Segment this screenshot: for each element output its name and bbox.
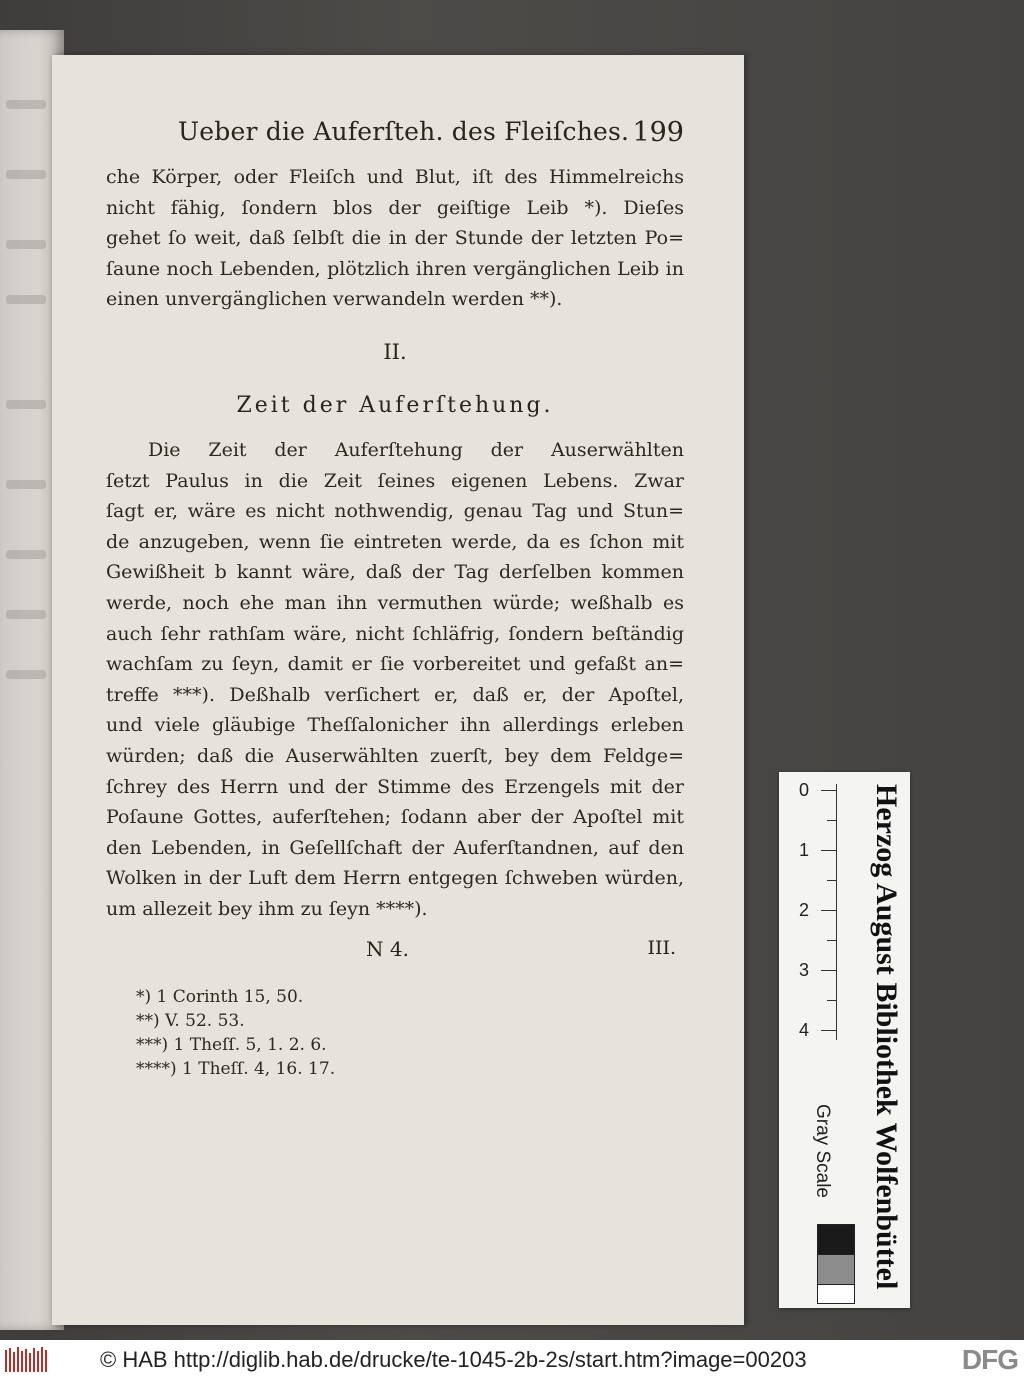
footnotes bbox=[136, 985, 335, 1081]
ruler-label: 4 bbox=[799, 1020, 810, 1040]
text-line: würden; daß die Auserwählten zuerſt, bey dem Feldge= bbox=[106, 744, 684, 767]
paragraph-1 bbox=[106, 162, 684, 315]
grayscale-label-vertical bbox=[797, 1104, 837, 1214]
footnote: ****) 1 Theſſ. 4, 16. 17. bbox=[136, 1059, 336, 1079]
page-header bbox=[106, 117, 684, 151]
gray-patch-dark bbox=[817, 1224, 855, 1256]
grayscale-label: Gray Scale bbox=[812, 1104, 833, 1198]
catchword: III. bbox=[647, 937, 676, 959]
ruler-tick bbox=[821, 790, 837, 791]
prev-page-text-trace bbox=[6, 480, 46, 489]
text-line: che Körper, oder Fleiſch und Blut, iſt des Himmelreichs bbox=[106, 166, 684, 188]
ruler-label: 0 bbox=[799, 780, 810, 800]
text-line: um allezeit bey ihm zu ſeyn ****). bbox=[106, 897, 428, 920]
section-title: Zeit der Auferſtehung. bbox=[236, 393, 554, 418]
prev-page-text-trace bbox=[6, 295, 46, 304]
ruler-label: 3 bbox=[799, 960, 810, 980]
text-line: ſagt er, wäre es nicht nothwendig, genau Tag und Stun= bbox=[106, 500, 684, 523]
text-line: gehet ſo weit, daß ſelbſt die in der Stunde der letzten Po= bbox=[106, 227, 684, 250]
paragraph-2 bbox=[106, 435, 684, 925]
prev-page-text-trace bbox=[6, 100, 46, 109]
text-line: Poſaune Gottes, auferſtehen; ſodann aber der Apoſtel mit bbox=[106, 806, 684, 829]
text-line: Gewißheit b kannt wäre, daß der Tag derſelben kommen bbox=[106, 561, 684, 584]
prev-page-text-trace bbox=[6, 400, 46, 409]
ruler-tick bbox=[821, 850, 837, 851]
prev-page-text-trace bbox=[6, 550, 46, 559]
text-line: wachſam zu ſeyn, damit er ſie vorbereitet und gefaßt an= bbox=[106, 653, 684, 676]
library-name-vertical bbox=[843, 784, 907, 1294]
signature-mark: N 4. bbox=[366, 937, 409, 961]
text-line: ſetzt Paulus in die Zeit ſeines eigenen Lebens. Zwar bbox=[106, 469, 684, 492]
book-page bbox=[52, 55, 744, 1325]
prev-page-text-trace bbox=[6, 670, 46, 679]
footer-bar bbox=[0, 1340, 1024, 1380]
gray-patch-light bbox=[817, 1284, 855, 1304]
text-line: ſaune noch Lebenden, plötzlich ihren vergänglichen Leib in bbox=[106, 257, 684, 280]
ruler-edge bbox=[836, 784, 837, 1040]
footnote: ***) 1 Theſſ. 5, 1. 2. 6. bbox=[136, 1035, 327, 1055]
ruler-label: 1 bbox=[799, 840, 810, 860]
running-head: Ueber die Auferſteh. des Fleiſches. bbox=[178, 117, 630, 146]
footnote: *) 1 Corinth 15, 50. bbox=[136, 987, 304, 1007]
text-line: treffe ***). Deßhalb verſichert er, daß er, der Apoſtel, bbox=[106, 683, 684, 706]
ruler-tick bbox=[821, 1030, 837, 1031]
section-number: II. bbox=[383, 340, 407, 364]
text-line: ſchrey des Herrn und der Stimme des Erzengels mit der bbox=[106, 775, 684, 798]
text-line: werde, noch ehe man ihn vermuthen würde; weßhalb es bbox=[106, 591, 684, 614]
text-line: Die Zeit der Auferſtehung der Auserwählten bbox=[148, 439, 684, 461]
prev-page-text-trace bbox=[6, 610, 46, 619]
reference-card bbox=[779, 772, 910, 1308]
ruler-tick bbox=[821, 970, 837, 971]
text-line: einen unvergänglichen verwandeln werden **). bbox=[106, 288, 563, 311]
gray-patch-mid bbox=[817, 1254, 855, 1286]
ruler-tick bbox=[821, 910, 837, 911]
text-line: auch ſehr rathſam wäre, nicht ſchläfrig, ſondern beſtändig bbox=[106, 622, 684, 645]
page-number: 199 bbox=[632, 117, 684, 148]
copyright-url: © HAB http://diglib.hab.de/drucke/te-1045-2b-2s/start.htm?image=00203 bbox=[100, 1347, 807, 1372]
text-line: de anzugeben, wenn ſie eintreten werde, da es ſchon mit bbox=[106, 530, 684, 553]
text-line: und viele gläubige Theſſalonicher ihn allerdings erleben bbox=[106, 714, 684, 737]
library-name: Herzog August Bibliothek Wolfenbüttel bbox=[870, 784, 903, 1290]
text-line: Wolken in der Luft dem Herrn entgegen ſchweben würden, bbox=[106, 867, 684, 890]
prev-page-text-trace bbox=[6, 170, 46, 179]
text-line: nicht fähig, ſondern blos der geiſtige Leib *). Dieſes bbox=[106, 196, 684, 219]
footnote: **) V. 52. 53. bbox=[136, 1011, 245, 1031]
ruler-label: 2 bbox=[799, 900, 810, 920]
prev-page-text-trace bbox=[6, 240, 46, 249]
text-line: den Lebenden, in Geſellſchaft der Auferſtandnen, auf den bbox=[106, 836, 684, 859]
dfg-logo: DFG bbox=[961, 1344, 1018, 1375]
hab-logo-icon bbox=[4, 1346, 50, 1374]
